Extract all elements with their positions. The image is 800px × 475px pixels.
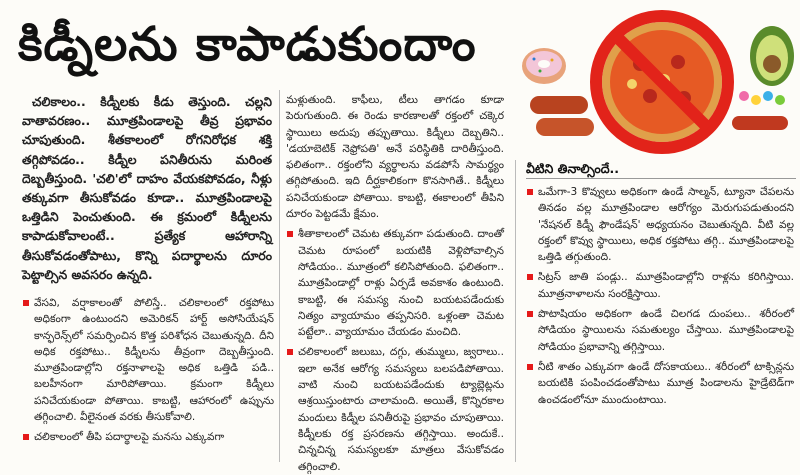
headline: కిడ్నీలను కాపాడుకుందాం (18, 17, 477, 72)
list-item: చలికాలంలో తీపి పదార్థాలపై మనసు ఎక్కువగా (22, 429, 274, 445)
column-divider (279, 90, 280, 462)
column-2 (286, 92, 504, 473)
avocado-icon (750, 26, 794, 86)
column-1 (22, 295, 274, 465)
sidebar-heading: వీటిని తినాల్సిందే.. (526, 161, 620, 176)
column-3 (526, 184, 794, 467)
list-item: శీతాకాలంలో చెమట తక్కువగా పడుతుంది. దాంతో చెమట రూపంలో బయటికి వెళ్లిపోవాల్సిన సోడియం.. మూత్రంలో కలిసిపోతుంది. ఫలితంగా.. మూత్రపిండాల్లో రాళ్లు ఏర్పడే అవకాశం ఉంటుంది. కాబట్టి, ఈ సమస్య నుంచి బయటపడేందుకు నిత్యం వ్యాయామం తప్పనిసరి. ఒళ్లంతా చెమట పట్టేలా.. వ్యాయామం చేయడం మంచిది. (286, 226, 504, 340)
sidebar-divider (526, 178, 796, 179)
list-item: వేసవి, వర్షాకాలంతో పోలిస్తే.. చలికాలంలో రక్తపోటు అధికంగా ఉంటుందని అమెరికన్ హార్ట్ అసోసియేషన్ కాన్ఫరెన్స్‌లో సమర్పించిన కొత్త పరిశోధన చెబుతున్నది. దీని అధిక రక్తపోటు.. కిడ్నీలను తీవ్రంగా దెబ్బతీస్తుంది. మూత్రపిండాల్లోని రక్తనాళాలపై అధిక ఒత్తిడి పడి.. బలహీనంగా మారిపోతాయి. క్రమంగా కిడ్నీలు పనిచేయకుండా పోతాయి. కాబట్టి, ఆహారంలో ఉప్పును తగ్గించాలి. వీలైనంత వరకు తీసుకోవాలి. (22, 295, 274, 425)
list-item: ఒమేగా-3 కొవ్వులు అధికంగా ఉండే సాల్మన్, ట్యూనా చేపలను తినడం వల్ల మూత్రపిండాల ఆరోగ్యం మెరుగుపడుతుందని 'నేషనల్ కిడ్నీ ఫౌండేషన్' అధ్యయనం చెబుతున్నది. వీటి వల్ల రక్తంలో కొవ్వు స్థాయిలు, అధిక రక్తపోటు తగ్గి.. మూత్రపిండాలపై ఒత్తిడి తగ్గుతుంది. (526, 184, 794, 265)
list-item: పొటాషియం అధికంగా ఉండే చిలగడ దుంపలు.. శరీరంలో సోడియం స్థాయిలను సమతుల్యం చేస్తాయి. మూత్రపిండాలపై సోడియం ప్రభావాన్ని తగ్గిస్తాయి. (526, 306, 794, 355)
body-paragraph: మళ్లుతుంది. కాఫీలు, టీలు తాగడం కూడా పెరుగుతుంది. ఈ రెండు కారణాలతో రక్తంలో చక్కెర స్థాయిలు అదుపు తప్పుతాయి. కిడ్నీలు దెబ్బతిని.. 'డయాబెటిక్ నెఫ్రోపతి' అనే పరిస్థితికి దారితీస్తుంది. ఫలితంగా.. రక్తంలోని వ్యర్థాలను వడపోసే సామర్థ్యం తగ్గిపోతుంది. ఇది దీర్ఘకాలికంగా కొనసాగితే.. కిడ్నీలు పనిచేయకుండా పోతాయి. కాబట్టి, ఈకాలంలో తీపిని దూరం పెట్టడమే క్షేమం. (286, 94, 504, 221)
lead-paragraph: చలికాలం.. కిడ్నీలకు కీడు తెస్తుంది. చల్లని వాతావరణం.. మూత్రపిండాలపై తీవ్ర ప్రభావం చూపుతుంది. శీతకాలంలో రోగనిరోధక శక్తి తగ్గిపోవడం.. కిడ్నీల పనితీరును మరింత దెబ్బతీస్తుంది. 'చలి'లో దాహం వేయకపోవడం, నీళ్లు తక్కువగా తీసుకోవడం కూడా.. మూత్రపిండాలపై ఒత్తిడిని పెంచుతుంది. ఈ క్రమంలో కిడ్నీలను కాపాడుకోవాలంటే.. ప్రత్యేక ఆహారాన్ని తీసుకోవడంతోపాటు, కొన్ని పదార్థాలను దూరం పెట్టాల్సిన అవసరం ఉన్నది. (22, 94, 272, 282)
list-item: నీటి శాతం ఎక్కువగా ఉండే దోసకాయలు.. శరీరంలో టాక్సిన్లను బయటికి పంపించడంతోపాటు మూత్ర పిండాలను హైడ్రేటెడ్‌గా ఉంచడంలోనూ ముందుంటాయి. (526, 359, 794, 408)
list-item: చలికాలంలో జలుబు, దగ్గు, తుమ్ములు, జ్వరాలు.. ఇలా అనేక ఆరోగ్య సమస్యలు బలపడిపోతాయి. వాటి నుంచి బయటపడేందుకు ట్యాబ్లెట్లను ఆశ్రయిస్తుంటారు చాలామంది. అయితే, కొన్నిరకాల మందులు కిడ్నీల పనితీరుపై ప్రభావం చూపుతాయి. కిడ్నీలకు రక్త ప్రసరణను తగ్గిస్తాయి. అందుకే.. చిన్నచిన్న సమస్యలకూ మాత్రలు వేసుకోవడం తగ్గించాలి. (286, 344, 504, 474)
no-junk-food-illustration (522, 4, 796, 156)
column-divider (515, 160, 516, 462)
list-item: సిట్రస్ జాతి పండ్లు.. మూత్రపిండాల్లోని రాళ్లను కరిగిస్తాయి. మూత్రనాళాలను సంరక్షిస్తాయి. (526, 269, 794, 302)
donut-icon (522, 48, 566, 84)
